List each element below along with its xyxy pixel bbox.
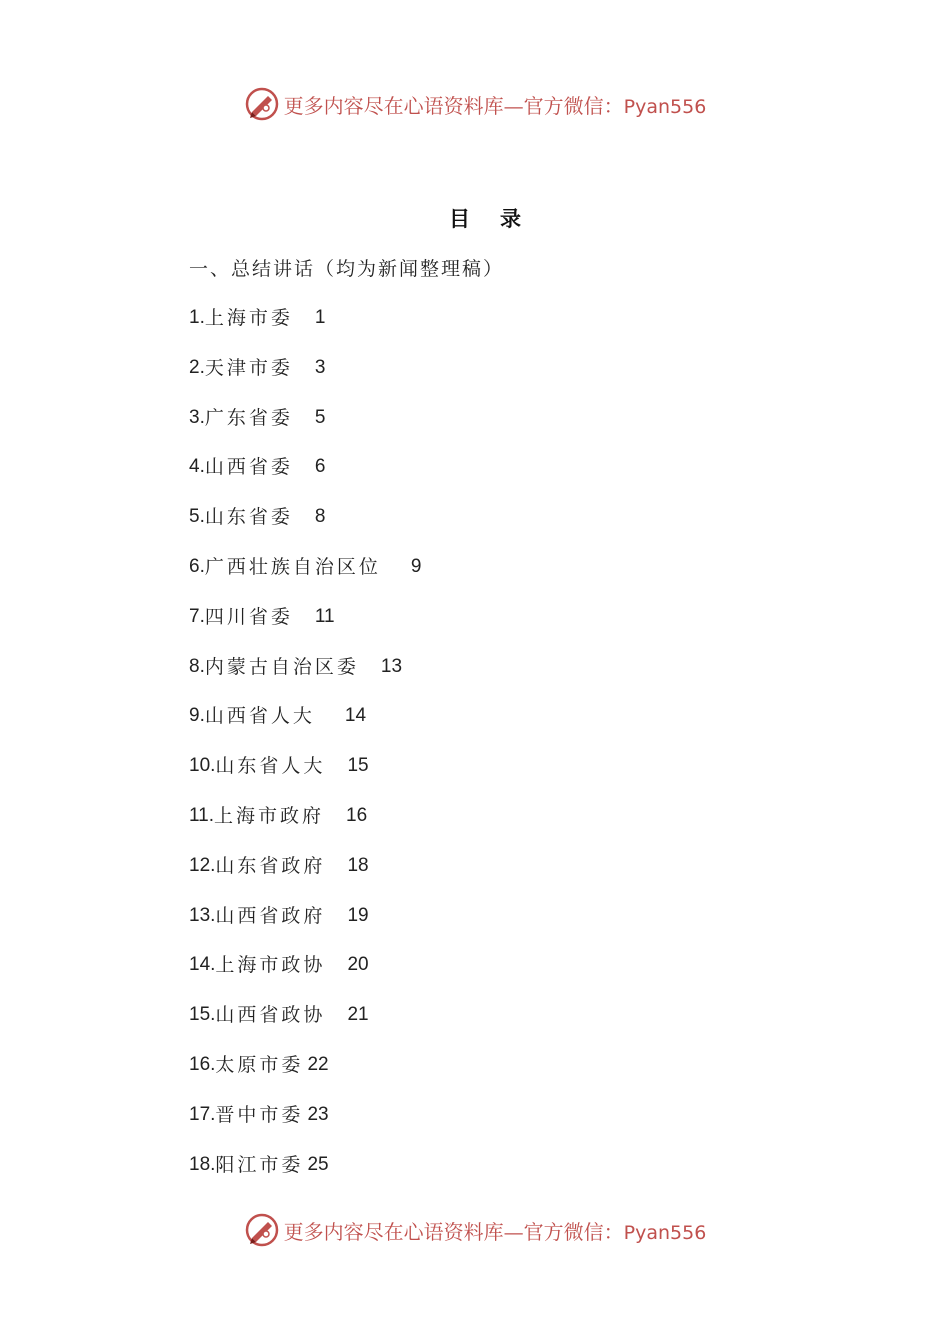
toc-item-title: 山东省委 xyxy=(204,506,293,529)
toc-item[interactable] xyxy=(189,503,421,553)
toc-item-page: 16 xyxy=(346,804,368,826)
toc-item-page: 8 xyxy=(314,506,326,528)
toc-item-number: 9. xyxy=(189,705,205,727)
toc-item-number: 18. xyxy=(189,1153,216,1175)
toc-item-number: 10. xyxy=(189,755,216,777)
toc-item[interactable] xyxy=(189,553,421,603)
toc-item-title: 山西省委 xyxy=(204,456,293,479)
toc-item[interactable] xyxy=(189,1151,421,1201)
toc-item-page: 19 xyxy=(347,904,369,926)
toc-item-page: 6 xyxy=(314,456,326,478)
toc-item[interactable] xyxy=(189,752,421,802)
toc-item[interactable] xyxy=(189,404,421,454)
toc-item-title: 广东省委 xyxy=(204,406,293,429)
toc-item-number: 7. xyxy=(189,605,205,627)
toc-item[interactable] xyxy=(189,603,421,653)
toc-item-title: 上海市政府 xyxy=(214,804,325,827)
toc-item-number: 12. xyxy=(189,854,216,876)
toc-item-title: 内蒙古自治区委 xyxy=(204,655,359,678)
toc-item-title: 上海市政协 xyxy=(215,954,326,977)
toc-item[interactable] xyxy=(189,802,421,852)
toc-item-number: 8. xyxy=(189,655,205,677)
toc-item-page: 18 xyxy=(347,854,369,876)
toc-item[interactable] xyxy=(189,653,421,703)
toc-item-title: 晋中市委 xyxy=(215,1103,304,1126)
toc-item-title: 山西省政府 xyxy=(215,904,326,927)
toc-item-number: 5. xyxy=(189,506,205,528)
toc-item-number: 6. xyxy=(189,555,205,577)
toc-item-page: 9 xyxy=(410,555,422,577)
toc-item-page: 13 xyxy=(380,655,403,677)
page-title: 目录 xyxy=(449,206,551,231)
toc-item-title: 山西省人大 xyxy=(204,705,315,728)
toc-item-title: 太原市委 xyxy=(215,1053,304,1076)
toc-item-page: 14 xyxy=(344,705,367,727)
toc-item-page: 23 xyxy=(307,1103,329,1125)
toc-item-number: 16. xyxy=(189,1053,216,1075)
toc-item-page: 5 xyxy=(314,406,326,428)
toc-item-number: 4. xyxy=(189,456,205,478)
toc-item-title: 阳江市委 xyxy=(215,1153,304,1176)
toc-item-page: 20 xyxy=(347,954,369,976)
section-heading: 一、总结讲话（均为新闻整理稿） xyxy=(189,258,505,280)
toc-list xyxy=(189,304,421,1200)
toc-item[interactable] xyxy=(189,852,421,902)
toc-item-title: 山西省政协 xyxy=(215,1004,326,1027)
toc-item[interactable] xyxy=(189,1101,421,1151)
footer-banner xyxy=(0,1210,950,1250)
toc-item-title: 山东省政府 xyxy=(215,854,326,877)
toc-item-page: 22 xyxy=(307,1053,329,1075)
pen-logo-icon xyxy=(244,1212,280,1248)
toc-item-title: 天津市委 xyxy=(204,356,293,379)
toc-item-title: 广西壮族自治区位 xyxy=(204,555,381,578)
toc-item-title: 上海市委 xyxy=(204,307,293,329)
toc-item[interactable] xyxy=(189,902,421,952)
toc-item[interactable] xyxy=(189,453,421,503)
toc-item-number: 13. xyxy=(189,904,216,926)
toc-item[interactable] xyxy=(189,702,421,752)
toc-item-number: 1. xyxy=(189,307,205,328)
toc-item-number: 15. xyxy=(189,1004,216,1026)
toc-item-number: 14. xyxy=(189,954,216,976)
toc-item-number: 3. xyxy=(189,406,205,428)
toc-item[interactable] xyxy=(189,1001,421,1051)
toc-item[interactable] xyxy=(189,951,421,1001)
banner-text: 更多内容尽在心语资料库—官方微信：Pyan556 xyxy=(283,93,707,118)
header-banner xyxy=(0,84,950,124)
toc-item-number: 11. xyxy=(189,804,215,826)
toc-item-title: 山东省人大 xyxy=(215,755,326,778)
toc-item-title: 四川省委 xyxy=(204,605,293,628)
banner-text: 更多内容尽在心语资料库—官方微信：Pyan556 xyxy=(283,1219,707,1244)
pen-logo-icon xyxy=(244,86,280,122)
toc-item-page: 25 xyxy=(307,1153,329,1175)
toc-item-page: 3 xyxy=(314,356,326,378)
toc-item[interactable] xyxy=(189,354,421,404)
toc-item[interactable] xyxy=(189,1051,421,1101)
toc-item-number: 2. xyxy=(189,356,205,378)
toc-item-number: 17. xyxy=(189,1103,216,1125)
toc-item-page: 11 xyxy=(314,605,335,627)
toc-item[interactable] xyxy=(189,304,421,354)
toc-item-page: 21 xyxy=(347,1004,369,1026)
toc-item-page: 1 xyxy=(314,307,326,328)
toc-item-page: 15 xyxy=(347,755,369,777)
